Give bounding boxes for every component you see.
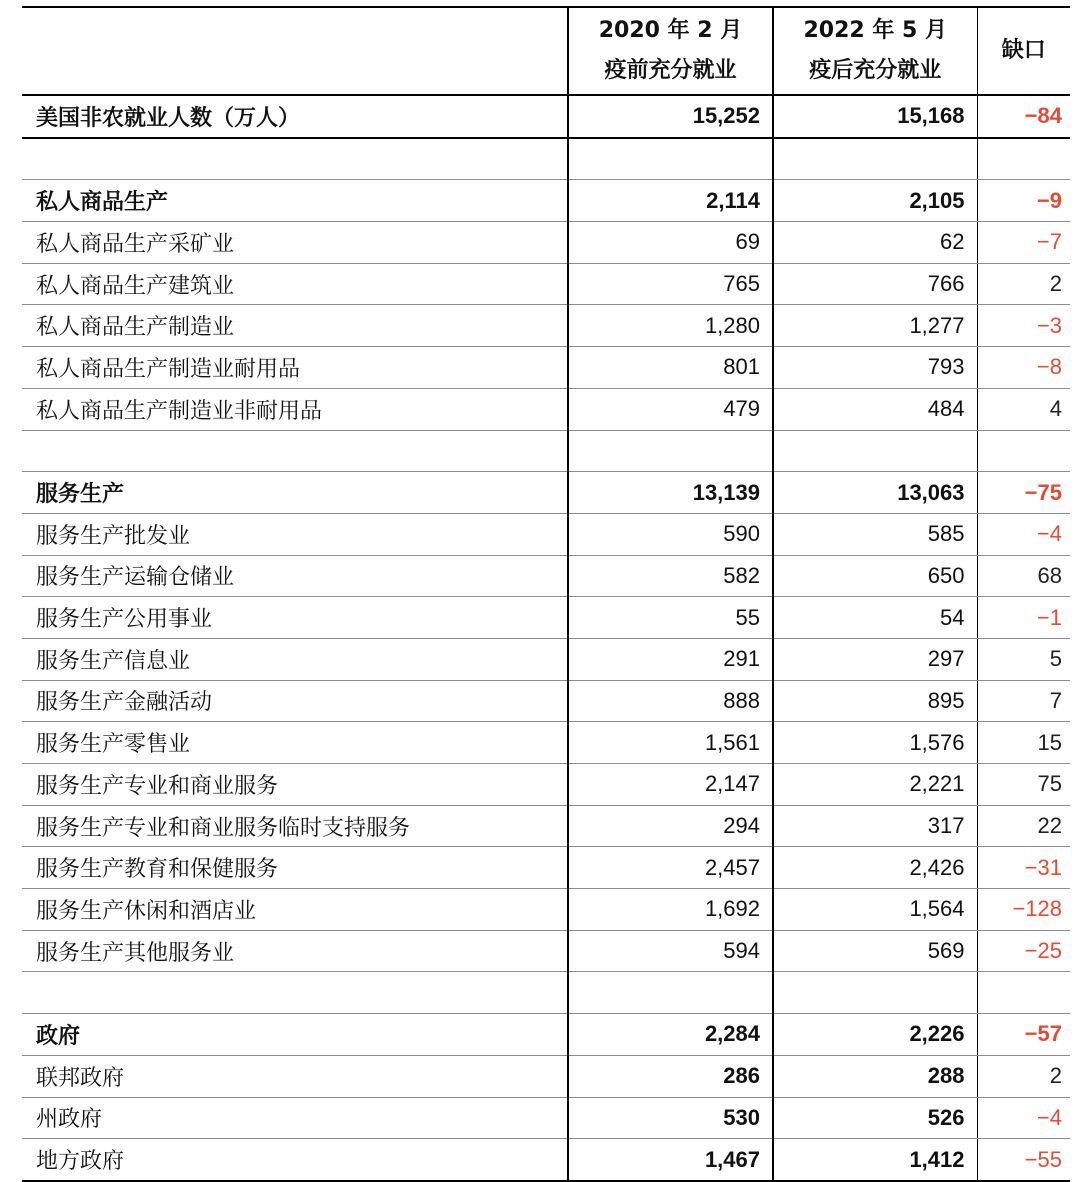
spacer-cell — [977, 138, 1070, 180]
spacer-cell — [568, 138, 773, 180]
gap-value: −7 — [977, 222, 1070, 264]
gap-value: −25 — [977, 930, 1070, 972]
pre-pandemic-value: 590 — [568, 513, 773, 555]
post-pandemic-value: 297 — [773, 638, 977, 680]
table-row — [22, 847, 1070, 889]
row-label: 服务生产其他服务业 — [22, 930, 568, 972]
gap-value: −75 — [977, 472, 1070, 514]
table-row — [22, 930, 1070, 972]
pre-pandemic-value: 55 — [568, 597, 773, 639]
post-pandemic-value: 62 — [773, 222, 977, 264]
post-pandemic-value: 288 — [773, 1055, 977, 1097]
pre-pandemic-value: 1,561 — [568, 722, 773, 764]
pre-pandemic-value: 479 — [568, 388, 773, 430]
table-row — [22, 1139, 1070, 1181]
row-label: 服务生产休闲和酒店业 — [22, 889, 568, 931]
pre-pandemic-value: 530 — [568, 1097, 773, 1139]
table-row — [22, 388, 1070, 430]
gap-value: 5 — [977, 638, 1070, 680]
pre-pandemic-value: 291 — [568, 638, 773, 680]
pre-pandemic-value: 2,147 — [568, 764, 773, 806]
row-label: 服务生产公用事业 — [22, 597, 568, 639]
post-pandemic-value: 650 — [773, 555, 977, 597]
gap-value: 22 — [977, 805, 1070, 847]
row-label: 服务生产金融活动 — [22, 680, 568, 722]
spacer-cell — [977, 972, 1070, 1014]
spacer-row — [22, 430, 1070, 472]
table-row — [22, 1055, 1070, 1097]
post-pandemic-value: 895 — [773, 680, 977, 722]
header-post-pandemic — [773, 7, 977, 95]
post-pandemic-value: 766 — [773, 263, 977, 305]
gap-value: 15 — [977, 722, 1070, 764]
row-label: 服务生产 — [22, 472, 568, 514]
header-pre-desc: 疫前充分就业 — [604, 58, 737, 83]
pre-pandemic-value: 2,114 — [568, 180, 773, 222]
spacer-cell — [568, 972, 773, 1014]
row-label: 州政府 — [22, 1097, 568, 1139]
row-label: 服务生产运输仓储业 — [22, 555, 568, 597]
row-label: 服务生产信息业 — [22, 638, 568, 680]
row-label: 美国非农就业人数（万人） — [22, 95, 568, 138]
pre-pandemic-value: 286 — [568, 1055, 773, 1097]
table-row-category — [22, 180, 1070, 222]
row-label: 地方政府 — [22, 1139, 568, 1181]
post-pandemic-value: 2,226 — [773, 1014, 977, 1056]
employment-gap-table — [22, 6, 1070, 1182]
table-row — [22, 680, 1070, 722]
table-row — [22, 305, 1070, 347]
row-label: 服务生产批发业 — [22, 513, 568, 555]
pre-pandemic-value: 294 — [568, 805, 773, 847]
spacer-cell — [22, 972, 568, 1014]
spacer-cell — [22, 430, 568, 472]
gap-value: −1 — [977, 597, 1070, 639]
gap-value: −55 — [977, 1139, 1070, 1181]
header-gap: 缺口 — [977, 7, 1070, 95]
pre-pandemic-value: 13,139 — [568, 472, 773, 514]
row-label: 私人商品生产制造业耐用品 — [22, 347, 568, 389]
gap-value: −84 — [977, 95, 1070, 138]
post-pandemic-value: 793 — [773, 347, 977, 389]
table-row — [22, 805, 1070, 847]
row-label: 私人商品生产 — [22, 180, 568, 222]
row-label: 私人商品生产采矿业 — [22, 222, 568, 264]
spacer-row — [22, 138, 1070, 180]
header-label-column — [22, 7, 568, 95]
gap-value: 4 — [977, 388, 1070, 430]
post-pandemic-value: 317 — [773, 805, 977, 847]
row-label: 私人商品生产建筑业 — [22, 263, 568, 305]
table-row — [22, 722, 1070, 764]
row-label: 联邦政府 — [22, 1055, 568, 1097]
gap-value: −8 — [977, 347, 1070, 389]
row-label: 服务生产零售业 — [22, 722, 568, 764]
pre-pandemic-value: 765 — [568, 263, 773, 305]
spacer-cell — [773, 430, 977, 472]
pre-pandemic-value: 1,692 — [568, 889, 773, 931]
post-pandemic-value: 13,063 — [773, 472, 977, 514]
table-row — [22, 638, 1070, 680]
row-label: 政府 — [22, 1014, 568, 1056]
gap-value: −57 — [977, 1014, 1070, 1056]
gap-value: −3 — [977, 305, 1070, 347]
row-label: 私人商品生产制造业 — [22, 305, 568, 347]
post-pandemic-value: 2,105 — [773, 180, 977, 222]
pre-pandemic-value: 594 — [568, 930, 773, 972]
table-row — [22, 889, 1070, 931]
table-row — [22, 1097, 1070, 1139]
gap-value: −9 — [977, 180, 1070, 222]
row-label: 服务生产专业和商业服务临时支持服务 — [22, 805, 568, 847]
gap-value: 68 — [977, 555, 1070, 597]
row-label: 服务生产教育和保健服务 — [22, 847, 568, 889]
table-body — [22, 95, 1070, 1181]
post-pandemic-value: 526 — [773, 1097, 977, 1139]
header-post-year: 2022 年 5 月 — [803, 18, 948, 43]
post-pandemic-value: 569 — [773, 930, 977, 972]
table-row — [22, 764, 1070, 806]
pre-pandemic-value: 888 — [568, 680, 773, 722]
header-pre-pandemic — [568, 7, 773, 95]
table-row — [22, 263, 1070, 305]
table-row — [22, 555, 1070, 597]
gap-value: 7 — [977, 680, 1070, 722]
post-pandemic-value: 2,426 — [773, 847, 977, 889]
post-pandemic-value: 484 — [773, 388, 977, 430]
spacer-cell — [568, 430, 773, 472]
pre-pandemic-value: 1,467 — [568, 1139, 773, 1181]
pre-pandemic-value: 801 — [568, 347, 773, 389]
employment-gap-table-container — [22, 6, 1070, 1182]
pre-pandemic-value: 2,284 — [568, 1014, 773, 1056]
table-row — [22, 347, 1070, 389]
gap-value: −4 — [977, 513, 1070, 555]
table-row — [22, 222, 1070, 264]
table-header-row — [22, 7, 1070, 95]
gap-value: 2 — [977, 263, 1070, 305]
pre-pandemic-value: 15,252 — [568, 95, 773, 138]
table-row-category — [22, 95, 1070, 138]
table-row — [22, 513, 1070, 555]
pre-pandemic-value: 2,457 — [568, 847, 773, 889]
row-label: 服务生产专业和商业服务 — [22, 764, 568, 806]
gap-value: −128 — [977, 889, 1070, 931]
table-row — [22, 597, 1070, 639]
post-pandemic-value: 1,564 — [773, 889, 977, 931]
spacer-cell — [22, 138, 568, 180]
header-pre-year: 2020 年 2 月 — [598, 18, 743, 43]
post-pandemic-value: 1,576 — [773, 722, 977, 764]
post-pandemic-value: 2,221 — [773, 764, 977, 806]
header-post-desc: 疫后充分就业 — [809, 58, 942, 83]
pre-pandemic-value: 582 — [568, 555, 773, 597]
pre-pandemic-value: 69 — [568, 222, 773, 264]
post-pandemic-value: 585 — [773, 513, 977, 555]
post-pandemic-value: 15,168 — [773, 95, 977, 138]
spacer-cell — [773, 138, 977, 180]
table-row-category — [22, 1014, 1070, 1056]
spacer-row — [22, 972, 1070, 1014]
pre-pandemic-value: 1,280 — [568, 305, 773, 347]
gap-value: −31 — [977, 847, 1070, 889]
gap-value: 75 — [977, 764, 1070, 806]
gap-value: 2 — [977, 1055, 1070, 1097]
table-row-category — [22, 472, 1070, 514]
spacer-cell — [773, 972, 977, 1014]
post-pandemic-value: 1,277 — [773, 305, 977, 347]
post-pandemic-value: 54 — [773, 597, 977, 639]
spacer-cell — [977, 430, 1070, 472]
row-label: 私人商品生产制造业非耐用品 — [22, 388, 568, 430]
gap-value: −4 — [977, 1097, 1070, 1139]
post-pandemic-value: 1,412 — [773, 1139, 977, 1181]
